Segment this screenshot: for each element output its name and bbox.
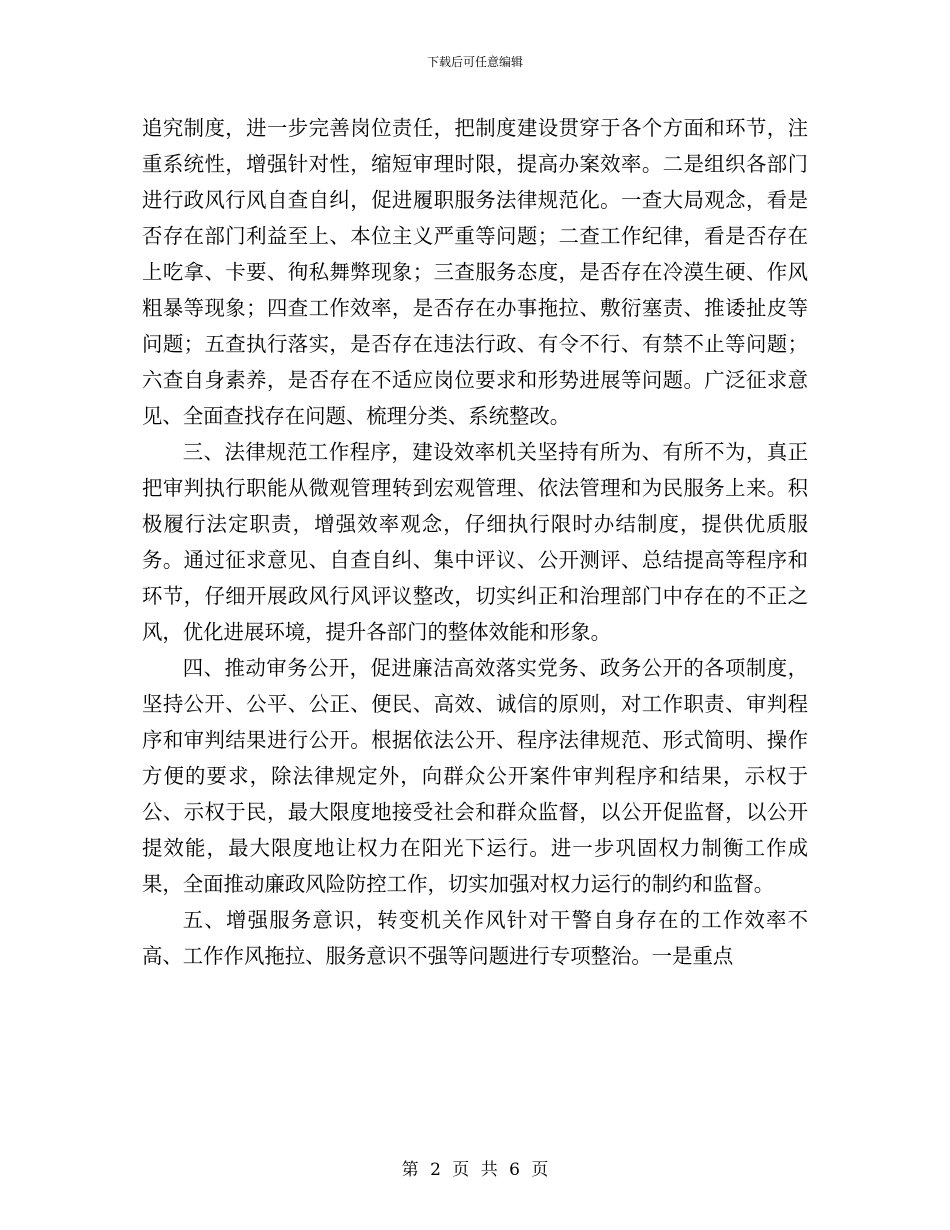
page-header-note: 下载后可任意编辑 — [426, 55, 523, 69]
paragraph-section-three: 三、法律规范工作程序，建设效率机关坚持有所为、有所不为，真正把审判执行职能从微观管理转到宏观管理、依法管理和为民服务上来。积极履行法定职责，增强效率观念，仔细执行限时办结制度，提供优质服务。通过征求意见、自查自纠、集中评议、公开测评、总结提高等程序和环节，仔细开展政风行风评议整改，切实纠正和治理部门中存在的不正之风，优化进展环境，提升各部门的整体效能和形象。 — [142, 440, 808, 644]
paragraph-continuation: 追究制度，进一步完善岗位责任，把制度建设贯穿于各个方面和环节，注重系统性，增强针对性，缩短审理时限，提高办案效率。二是组织各部门进行政风行风自查自纠，促进履职服务法律规范化。一查大局观念，看是否存在部门利益至上、本位主义严重等问题；二查工作纪律，看是否存在上吃拿、卡要、徇私舞弊现象；三查服务态度，是否存在冷漠生硬、作风粗暴等现象；四查工作效率，是否存在办事拖拉、敷衍塞责、推诿扯皮等问题；五查执行落实，是否存在违法行政、有令不行、有禁不止等问题；六查自身素养，是否存在不适应岗位要求和形势进展等问题。广泛征求意见、全面查找存在问题、梳理分类、系统整改。 — [142, 116, 808, 428]
document-body — [142, 110, 808, 974]
paragraph-section-four: 四、推动审务公开，促进廉洁高效落实党务、政务公开的各项制度，坚持公开、公平、公正、便民、高效、诚信的原则，对工作职责、审判程序和审判结果进行公开。根据依法公开、程序法律规范、形式简明、操作方便的要求，除法律规定外，向群众公开案件审判程序和结果，示权于公、示权于民，最大限度地接受社会和群众监督，以公开促监督，以公开提效能，最大限度地让权力在阳光下运行。进一步巩固权力制衡工作成果，全面推动廉政风险防控工作，切实加强对权力运行的制约和监督。 — [142, 656, 808, 896]
paragraph-section-five: 五、增强服务意识，转变机关作风针对干警自身存在的工作效率不高、工作作风拖拉、服务意识不强等问题进行专项整治。一是重点 — [142, 908, 808, 968]
page-number-footer: 第 2 页 共 6 页 — [401, 1160, 549, 1180]
